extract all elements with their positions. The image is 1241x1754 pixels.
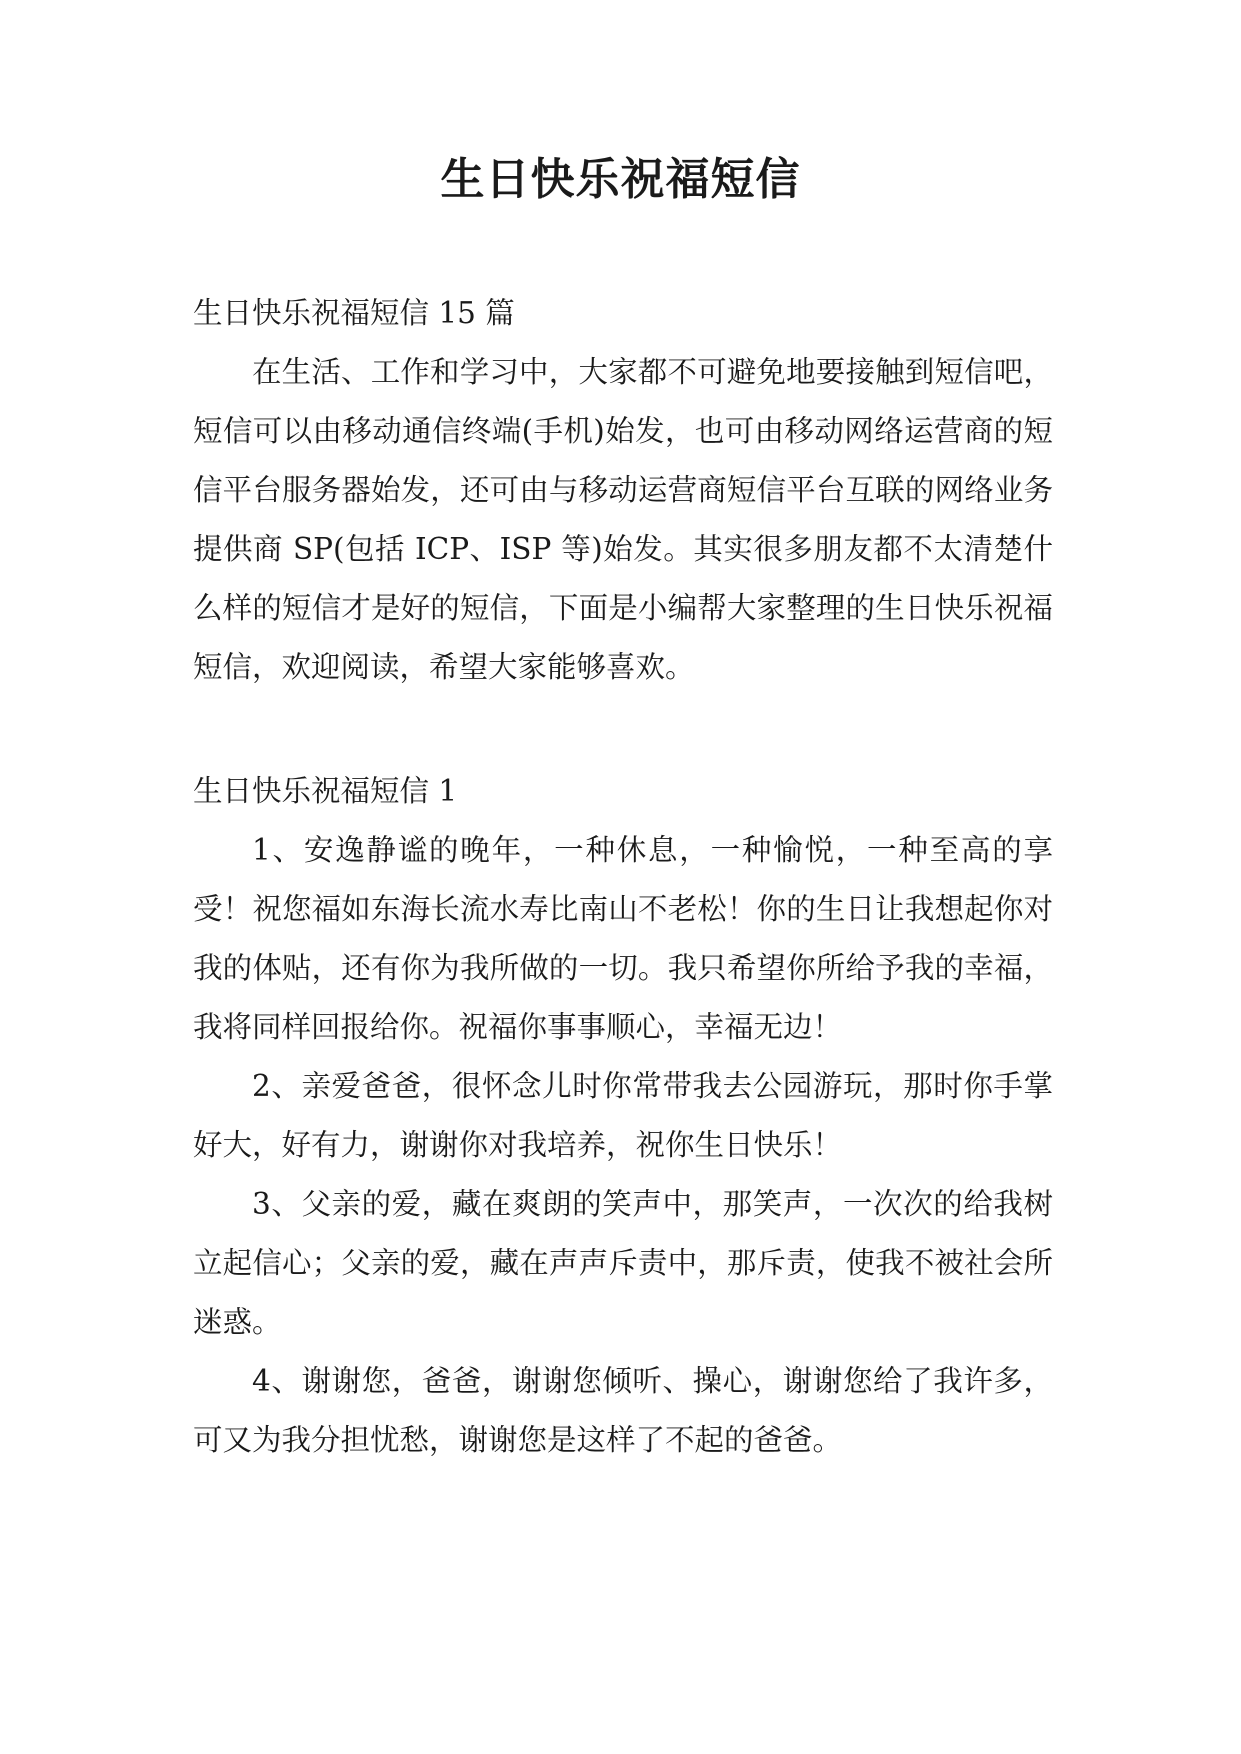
section-heading: 生日快乐祝福短信 1 bbox=[193, 774, 458, 808]
list-item: 1、安逸静谧的晚年，一种休息，一种愉悦，一种至高的享受！祝您福如东海长流水寿比南山不老松！你的生日让我想起你对我的体贴，还有你为我所做的一切。我只希望你所给予我的幸福，我将同样回报给你。祝福你事事顺心，幸福无边！ bbox=[193, 833, 1053, 1044]
document-title: 生日快乐祝福短信 bbox=[440, 154, 801, 205]
document-body bbox=[193, 284, 1053, 1470]
list-item: 4、谢谢您，爸爸，谢谢您倾听、操心，谢谢您给了我许多，可又为我分担忧愁，谢谢您是这样了不起的爸爸。 bbox=[193, 1364, 1053, 1457]
list-item: 3、父亲的爱，藏在爽朗的笑声中，那笑声，一次次的给我树立起信心；父亲的爱，藏在声声斥责中，那斥责，使我不被社会所迷惑。 bbox=[193, 1187, 1053, 1339]
list-item: 2、亲爱爸爸，很怀念儿时你常带我去公园游玩，那时你手掌好大，好有力，谢谢你对我培养，祝你生日快乐！ bbox=[193, 1069, 1053, 1162]
section-spacer bbox=[193, 697, 1053, 762]
intro-paragraph: 在生活、工作和学习中，大家都不可避免地要接触到短信吧，短信可以由移动通信终端(手机)始发，也可由移动网络运营商的短信平台服务器始发，还可由与移动运营商短信平台互联的网络业务提供商 SP(包括 ICP、ISP 等)始发。其实很多朋友都不太清楚什么样的短信才是好的短信，下面是小编帮大家整理的生日快乐祝福短信，欢迎阅读，希望大家能够喜欢。 bbox=[193, 355, 1053, 684]
intro-heading: 生日快乐祝福短信 15 篇 bbox=[193, 296, 515, 330]
